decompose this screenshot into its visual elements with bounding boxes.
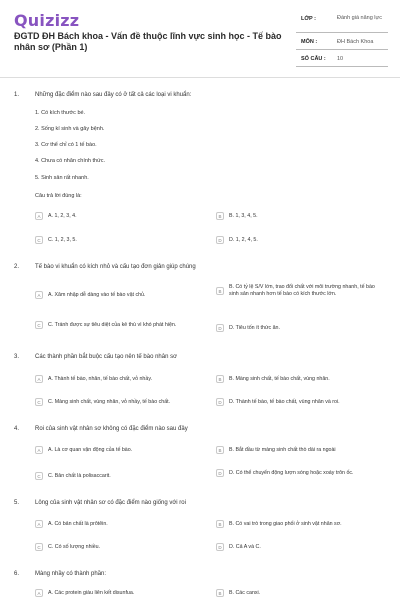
option-letter-box: A bbox=[35, 446, 43, 454]
answer-option-a[interactable] bbox=[35, 589, 205, 597]
option-text: A. Các protein giàu liên kết disunfua. bbox=[48, 589, 135, 596]
answer-option-b[interactable] bbox=[216, 589, 386, 597]
option-text: D. Tiêu tốn ít thức ăn. bbox=[229, 324, 280, 331]
option-text: A. Có bản chất là prôtêin. bbox=[48, 520, 108, 527]
quizizz-logo: Quizizz bbox=[14, 11, 80, 30]
meta-value: 10 bbox=[337, 56, 344, 62]
answer-option-d[interactable] bbox=[216, 324, 386, 332]
option-letter-box: D bbox=[216, 324, 224, 332]
option-letter-box: D bbox=[216, 236, 224, 244]
question-number: 2. bbox=[14, 264, 20, 270]
worksheet-header bbox=[0, 0, 400, 78]
option-text: D. Thành tế bào, tế bào chất, vùng nhân và roi. bbox=[229, 398, 340, 405]
answer-option-a[interactable] bbox=[35, 520, 205, 528]
option-text: B. Có tỷ lệ S/V lớn, trao đổi chất với môi trường nhanh, tế bào sinh sản nhanh hơn tế bào có kích thước lớn. bbox=[229, 284, 375, 297]
meta-row-subject bbox=[296, 33, 388, 50]
option-letter-box: A bbox=[35, 589, 43, 597]
question-text: Các thành phần bắt buộc cấu tạo nên tế bào nhân sơ bbox=[35, 354, 178, 360]
option-text: D. Cả A và C. bbox=[229, 543, 261, 550]
meta-key: LỚP : bbox=[301, 16, 316, 22]
answer-option-b[interactable] bbox=[216, 446, 386, 454]
option-letter-box: A bbox=[35, 291, 43, 299]
option-text: A. 1, 2, 3, 4. bbox=[48, 212, 77, 219]
option-text: A. Thành tế bào, nhân, tế bào chất, vỏ nhầy. bbox=[48, 375, 153, 382]
option-letter-box: C bbox=[35, 472, 43, 480]
statement-item: 5. Sinh sản rất nhanh. bbox=[35, 175, 89, 181]
answer-option-d[interactable] bbox=[216, 543, 386, 551]
answer-option-d[interactable] bbox=[216, 469, 386, 477]
option-letter-box: B bbox=[216, 446, 224, 454]
answer-option-c[interactable] bbox=[35, 472, 205, 480]
option-text: B. Màng sinh chất, tế bào chất, vùng nhân. bbox=[229, 375, 330, 382]
option-text: B. Có vai trò trong giao phối ở sinh vật nhân sơ. bbox=[229, 520, 342, 527]
answer-option-b[interactable] bbox=[216, 212, 386, 220]
answer-option-d[interactable] bbox=[216, 398, 386, 406]
answer-option-c[interactable] bbox=[35, 398, 205, 406]
meta-value: ĐH Bách Khoa bbox=[337, 39, 374, 45]
question-number: 6. bbox=[14, 571, 20, 577]
answer-option-d[interactable] bbox=[216, 236, 386, 244]
worksheet-meta-table bbox=[296, 9, 388, 67]
option-text: B. 1, 3, 4, 5. bbox=[229, 212, 258, 219]
option-text: C. Có số lượng nhiều. bbox=[48, 543, 101, 550]
question-text: Màng nhầy có thành phần: bbox=[35, 571, 107, 577]
statement-item: 3. Cơ thể chỉ có 1 tế bào. bbox=[35, 142, 97, 148]
statement-item: 1. Có kích thước bé. bbox=[35, 110, 86, 116]
option-letter-box: D bbox=[216, 398, 224, 406]
option-letter-box: D bbox=[216, 543, 224, 551]
option-text: C. Màng sinh chất, vùng nhân, vỏ nhầy, tế bào chất. bbox=[48, 398, 171, 405]
option-text: A. Là cơ quan vận động của tế bào. bbox=[48, 446, 133, 453]
answer-prompt: Câu trả lời đúng là: bbox=[35, 193, 82, 199]
question-number: 1. bbox=[14, 92, 20, 98]
question-number: 3. bbox=[14, 354, 20, 360]
option-letter-box: C bbox=[35, 398, 43, 406]
meta-key: MÔN : bbox=[301, 39, 318, 45]
option-text: D. Có thể chuyển động lượn sóng hoặc xoáy trôn ốc. bbox=[229, 469, 354, 476]
question-text: Những đặc điểm nào sau đây có ở tất cả các loại vi khuẩn: bbox=[35, 92, 192, 98]
option-letter-box: B bbox=[216, 520, 224, 528]
answer-option-b[interactable] bbox=[216, 284, 386, 298]
answer-option-a[interactable] bbox=[35, 212, 205, 220]
answer-option-c[interactable] bbox=[35, 236, 205, 244]
option-letter-box: A bbox=[35, 520, 43, 528]
option-letter-box: D bbox=[216, 469, 224, 477]
question-number: 4. bbox=[14, 426, 20, 432]
option-letter-box: B bbox=[216, 287, 224, 295]
option-text: B. Bắt đầu từ màng sinh chất thò dài ra ngoài bbox=[229, 446, 336, 453]
option-text: C. 1, 2, 3, 5. bbox=[48, 236, 77, 243]
option-letter-box: C bbox=[35, 543, 43, 551]
worksheet-title: ĐGTD ĐH Bách khoa - Vấn đề thuộc lĩnh vực sinh học - Tế bào nhân sơ (Phần 1) bbox=[14, 31, 282, 52]
option-letter-box: B bbox=[216, 212, 224, 220]
option-letter-box: B bbox=[216, 375, 224, 383]
meta-row-count bbox=[296, 50, 388, 67]
option-letter-box: B bbox=[216, 589, 224, 597]
option-letter-box: A bbox=[35, 375, 43, 383]
question-text: Tế bào vi khuẩn có kích nhỏ và cấu tạo đơn giản giúp chúng bbox=[35, 264, 196, 270]
answer-option-c[interactable] bbox=[35, 321, 205, 329]
question-number: 5. bbox=[14, 500, 20, 506]
answer-option-b[interactable] bbox=[216, 520, 386, 528]
answer-option-c[interactable] bbox=[35, 543, 205, 551]
option-text: C. Tránh được sự tiêu diệt của kẻ thù vì khó phát hiện. bbox=[48, 321, 177, 328]
meta-value: Đánh giá năng lực bbox=[337, 15, 382, 21]
option-letter-box: A bbox=[35, 212, 43, 220]
answer-option-a[interactable] bbox=[35, 291, 205, 299]
answer-option-a[interactable] bbox=[35, 375, 205, 383]
statement-item: 2. Sống kí sinh và gây bệnh. bbox=[35, 126, 105, 132]
option-letter-box: C bbox=[35, 236, 43, 244]
answer-option-a[interactable] bbox=[35, 446, 205, 454]
option-text: A. Xâm nhập dễ dàng vào tế bào vật chủ. bbox=[48, 291, 146, 298]
option-text: D. 1, 2, 4, 5. bbox=[229, 236, 258, 243]
answer-option-b[interactable] bbox=[216, 375, 386, 383]
question-text: Roi của sinh vật nhân sơ không có đặc điểm nào sau đây bbox=[35, 426, 188, 432]
question-text: Lông của sinh vật nhân sơ có đặc điểm nào giống với roi bbox=[35, 500, 186, 506]
meta-row-class bbox=[296, 9, 388, 33]
option-text: B. Các canxi. bbox=[229, 589, 261, 596]
statement-item: 4. Chưa có nhân chính thức. bbox=[35, 158, 106, 164]
meta-key: SỐ CÂU : bbox=[301, 56, 326, 62]
option-letter-box: C bbox=[35, 321, 43, 329]
option-text: C. Bản chất là polisaccarit. bbox=[48, 472, 111, 479]
